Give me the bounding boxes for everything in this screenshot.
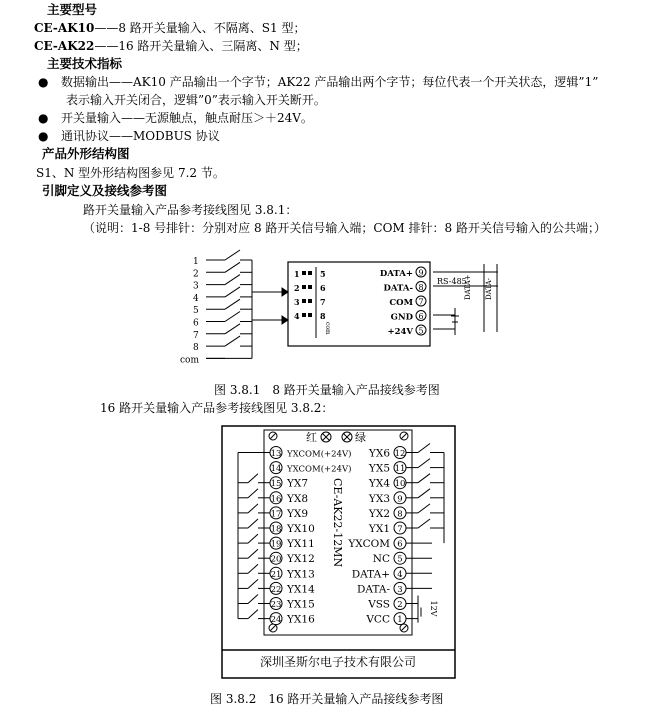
figure2-caption: 图 3.8.2 16 路开关量输入产品接线参考图 — [210, 692, 444, 706]
led-group — [306, 431, 366, 444]
pins-note: （说明：1-8 号排针：分别对应 8 路开关信号输入端；COM 排针：8 路开关信号输入的公共端；） — [83, 221, 606, 235]
terminal-num-5: 5 — [418, 326, 424, 336]
input-label-4: 4 — [193, 293, 199, 304]
pins-intro: 路开关量输入产品参考接线图见 3.8.1： — [83, 203, 298, 217]
right-label-3: DATA- — [357, 583, 390, 596]
right-label-2: VSS — [368, 598, 390, 611]
right-label-11: YX5 — [368, 462, 390, 475]
left-label-18: YX10 — [287, 523, 315, 535]
model-desc-ak10: ——8 路开关量输入、不隔离、S1 型； — [94, 21, 306, 35]
left-pin-21: 21 — [270, 569, 282, 580]
model-name-ak22: CE-AK22 — [34, 39, 95, 53]
left-label-15: YX7 — [287, 477, 309, 490]
module-pin-1: 1 — [294, 269, 300, 279]
right-pin-2: 2 — [397, 600, 403, 610]
rs485-label: RS-485 — [437, 277, 467, 286]
input-label-5: 5 — [193, 306, 199, 317]
led-green-label: 绿 — [355, 431, 366, 444]
bus-data-plus-label: DATA+ — [464, 274, 472, 300]
module-pin-group — [294, 269, 331, 335]
heading-pin-definition: 引脚定义及接线参考图 — [42, 183, 168, 198]
module-pin-8: 8 — [320, 311, 326, 321]
left-label-22: YX14 — [287, 583, 315, 596]
left-pin-14: 14 — [270, 464, 282, 475]
left-pin-24: 24 — [270, 615, 282, 626]
module-pin-2: 2 — [294, 283, 300, 293]
left-label-21: YX13 — [287, 568, 315, 581]
module-pin-6: 6 — [320, 283, 326, 293]
terminal-num-9: 9 — [418, 268, 424, 278]
bullet-icon: ● — [38, 111, 49, 125]
left-label-17: YX9 — [287, 507, 309, 520]
spec-switch-input: 开关量输入——无源触点，触点耐压＞＋24V。 — [61, 111, 313, 125]
bullet-icon: ● — [38, 75, 49, 89]
input-label-1: 1 — [193, 257, 199, 267]
right-pin-8: 8 — [397, 509, 403, 520]
right-terminal-group — [347, 447, 406, 626]
bus-data-minus-label: DATA- — [485, 278, 493, 300]
module-pin-4: 4 — [294, 311, 300, 321]
module-pin-3: 3 — [294, 297, 300, 307]
input-labels — [180, 257, 199, 365]
model-line-1 — [34, 22, 305, 34]
left-pin-19: 19 — [270, 539, 282, 550]
heading-outline: 产品外形结构图 — [42, 146, 130, 161]
module-pin-5: 5 — [320, 269, 326, 279]
left-label-23: YX15 — [287, 598, 315, 611]
switch-group — [206, 250, 288, 358]
module-pin-7: 7 — [320, 297, 326, 307]
terminal-label-3: GND — [390, 312, 413, 323]
spec-data-output-line1: 数据输出——AK10 产品输出一个字节；AK22 产品输出两个字节；每位代表一个开关状态，逻辑”1” — [61, 75, 599, 89]
wiring-diagram-8ch — [0, 240, 662, 380]
left-label-16: YX8 — [287, 492, 309, 505]
right-pin-12: 12 — [394, 449, 406, 459]
input-label-com: com — [180, 355, 199, 366]
left-label-19: YX11 — [287, 538, 315, 551]
terminal-label-0: DATA+ — [379, 269, 413, 279]
left-pin-22: 22 — [270, 584, 282, 595]
input-label-7: 7 — [193, 330, 199, 341]
right-pin-9: 9 — [397, 494, 403, 505]
right-pin-11: 11 — [394, 464, 406, 475]
left-pin-16: 16 — [270, 494, 282, 505]
supply-voltage-label: 12V — [429, 600, 438, 617]
left-pin-20: 20 — [270, 554, 282, 565]
right-pin-6: 6 — [397, 539, 403, 550]
svg-text:com: com — [324, 322, 331, 335]
led-red-label: 红 — [306, 431, 317, 444]
input-label-3: 3 — [193, 281, 199, 292]
model-line-2 — [34, 40, 308, 52]
left-label-20: YX12 — [287, 553, 315, 566]
spec-data-output-line2: 表示输入开关闭合，逻辑”0”表示输入开关断开。 — [66, 93, 326, 107]
right-label-8: YX2 — [368, 507, 390, 520]
right-pin-5: 5 — [397, 554, 403, 565]
right-pin-10: 10 — [394, 479, 406, 490]
spec-protocol: 通讯协议——MODBUS 协议 — [61, 129, 220, 143]
heading-tech-specs: 主要技术指标 — [47, 56, 123, 71]
model-name-ak10: CE-AK10 — [34, 21, 95, 35]
model-label: CE-AK22-12MN — [331, 478, 344, 568]
bullet-icon: ● — [38, 129, 49, 143]
left-pin-13: 13 — [270, 449, 282, 459]
right-label-7: YX1 — [368, 523, 390, 535]
figure2-intro: 16 路开关量输入产品参考接线图见 3.8.2： — [100, 401, 334, 415]
right-label-9: YX3 — [368, 492, 390, 505]
right-pin-1: 1 — [397, 615, 403, 626]
terminal-num-7: 7 — [418, 297, 424, 307]
left-label-13: YXCOM(+24V) — [287, 449, 352, 460]
wiring-diagram-16ch — [0, 420, 662, 682]
model-desc-ak22: ——16 路开关量输入、三隔离、N 型； — [94, 39, 308, 53]
right-pin-3: 3 — [397, 584, 403, 595]
right-label-12: YX6 — [368, 447, 390, 460]
terminal-num-6: 6 — [418, 312, 424, 321]
right-label-6: YXCOM — [348, 538, 390, 551]
input-label-6: 6 — [193, 318, 199, 329]
left-pin-18: 18 — [270, 524, 282, 535]
heading-main-models: 主要型号 — [47, 2, 98, 17]
input-label-2: 2 — [193, 269, 199, 280]
right-label-1: VCC — [366, 613, 390, 626]
left-pin-23: 23 — [270, 600, 282, 610]
company-name: 深圳圣斯尔电子技术有限公司 — [259, 655, 417, 669]
right-pin-7: 7 — [397, 524, 403, 535]
left-label-24: YX16 — [287, 613, 315, 626]
right-label-5: NC — [372, 553, 390, 566]
terminal-num-8: 8 — [418, 283, 424, 292]
terminal-group — [380, 267, 426, 337]
left-pin-15: 15 — [270, 479, 282, 490]
left-label-14: YXCOM(+24V) — [287, 464, 352, 475]
terminal-label-4: +24V — [387, 327, 413, 337]
right-label-10: YX4 — [368, 477, 390, 490]
outline-reference: S1、N 型外形结构图参见 7.2 节。 — [36, 166, 225, 180]
right-label-4: DATA+ — [351, 568, 390, 581]
left-pin-17: 17 — [270, 509, 282, 520]
right-pin-4: 4 — [397, 569, 403, 580]
terminal-label-1: DATA- — [383, 283, 413, 294]
input-label-8: 8 — [193, 343, 199, 354]
terminal-label-2: COM — [389, 298, 413, 308]
figure1-caption: 图 3.8.1 8 路开关量输入产品接线参考图 — [214, 383, 440, 397]
